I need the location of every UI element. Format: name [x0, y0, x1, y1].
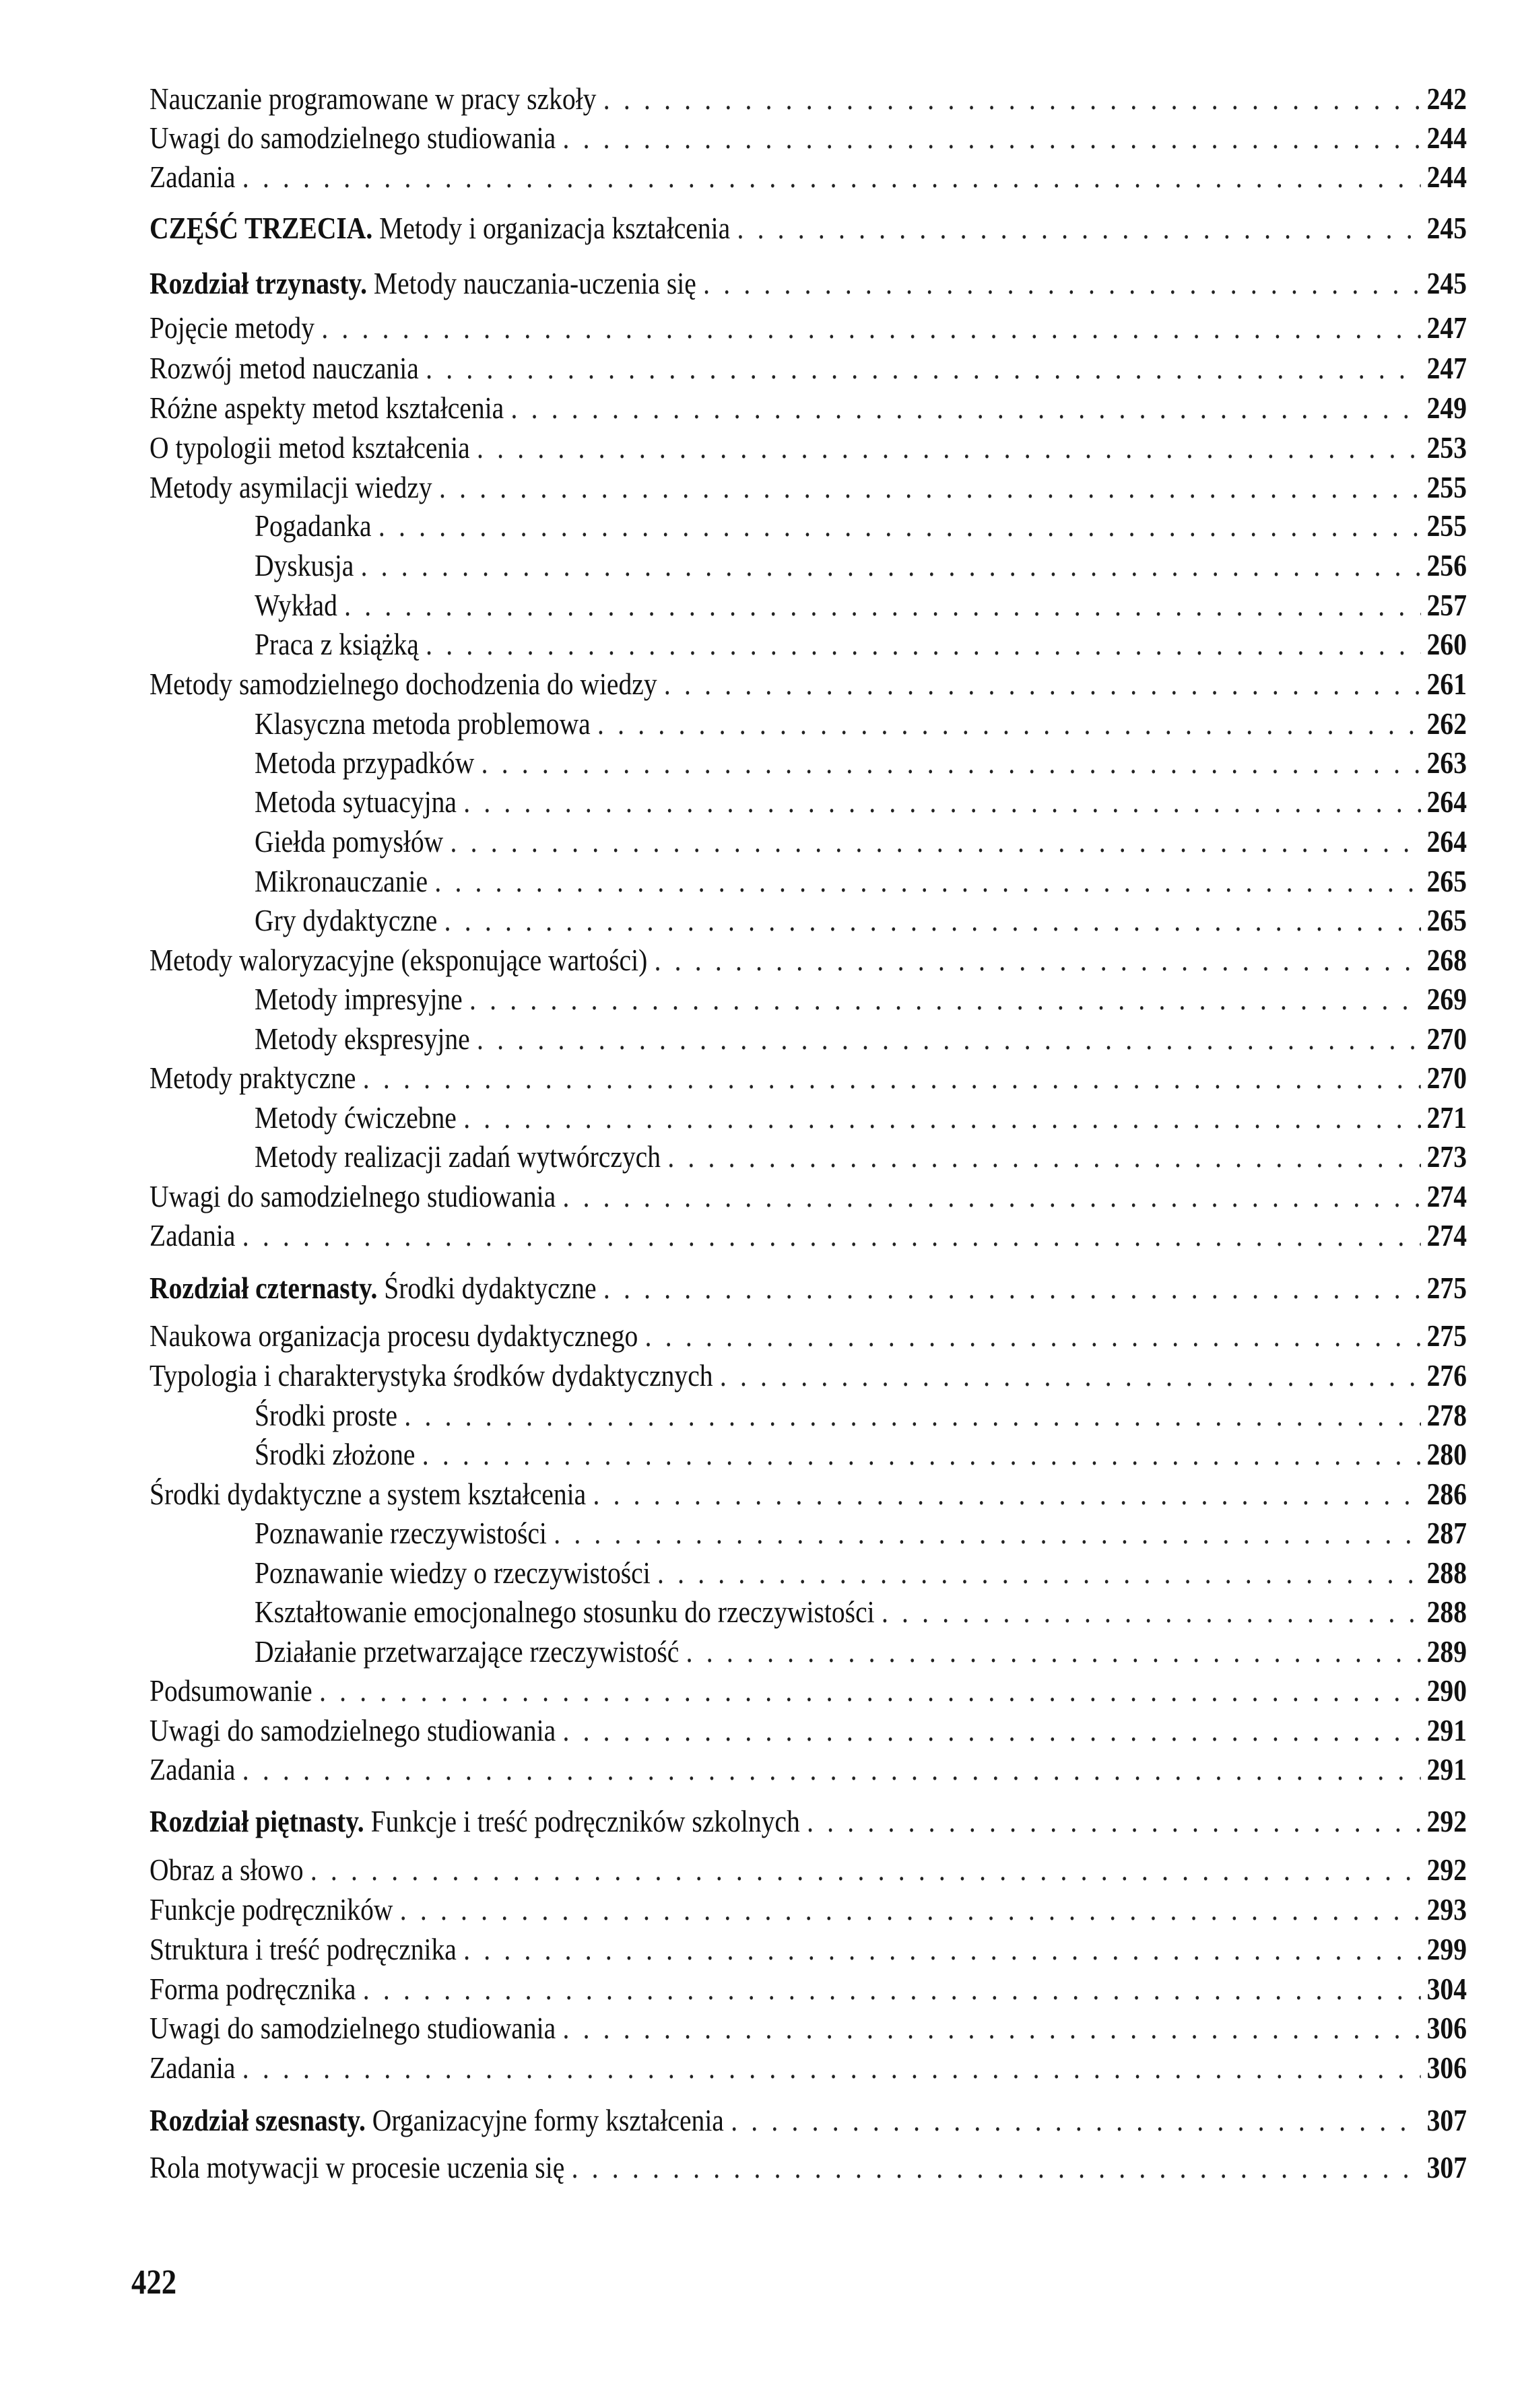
dot-leader	[597, 704, 1421, 743]
toc-entry	[150, 2148, 1467, 2187]
toc-page-number: 304	[1426, 1972, 1467, 2006]
toc-entry-title	[150, 1930, 457, 1969]
toc-entry	[255, 1632, 1467, 1671]
page-number: 422	[131, 2263, 177, 2302]
toc-entry-title	[150, 308, 315, 347]
toc-entry-title	[150, 468, 432, 507]
toc-entry-text: Naukowa organizacja procesu dydaktycznego	[150, 1318, 638, 1353]
toc-entry	[255, 625, 1467, 664]
toc-entry	[255, 1593, 1467, 1632]
dot-leader	[562, 119, 1421, 158]
toc-page-number: 242	[1426, 81, 1467, 116]
toc-entry-text: Nauczanie programowane w pracy szkoły	[150, 81, 597, 116]
toc-entry-text: Środki dydaktyczne	[377, 1271, 597, 1305]
toc-page-number: 244	[1426, 160, 1467, 194]
toc-entry	[150, 2009, 1467, 2048]
toc-page-number: 268	[1426, 943, 1467, 977]
dot-leader	[731, 2101, 1421, 2140]
toc-page-number: 249	[1426, 391, 1467, 425]
dot-leader	[603, 1269, 1421, 1308]
toc-entry-title	[255, 1553, 651, 1593]
dot-leader	[572, 2148, 1421, 2187]
toc-entry-title	[150, 1475, 586, 1514]
toc-entry-text: Środki złożone	[255, 1437, 416, 1471]
toc-entry	[255, 1514, 1467, 1553]
toc-entry-text: Struktura i treść podręcznika	[150, 1932, 457, 1966]
toc-entry-text: Środki proste	[255, 1398, 398, 1432]
toc-entry	[255, 743, 1467, 782]
dot-leader	[321, 308, 1421, 347]
toc-entry-title	[255, 704, 591, 743]
toc-entry	[150, 1059, 1467, 1098]
toc-page-number: 264	[1426, 824, 1467, 859]
toc-page-number: 276	[1426, 1358, 1467, 1393]
toc-entry	[255, 586, 1467, 625]
toc-entry-title	[255, 546, 354, 585]
toc-entry-text: Metody ekspresyjne	[255, 1022, 470, 1056]
toc-entry-text: Organizacyjne formy kształcenia	[365, 2103, 724, 2137]
toc-entry-title	[255, 980, 463, 1019]
toc-page-number: 265	[1426, 903, 1467, 937]
toc-entry	[150, 1475, 1467, 1514]
toc-chapter-label: Rozdział trzynasty.	[150, 266, 368, 300]
toc-entry-text: Poznawanie rzeczywistości	[255, 1516, 547, 1550]
dot-leader	[703, 264, 1421, 303]
toc-page-number: 263	[1426, 745, 1467, 780]
dot-leader	[463, 782, 1421, 822]
toc-page-number: 286	[1426, 1477, 1467, 1511]
toc-entry-text: Uwagi do samodzielnego studiowania	[150, 121, 556, 155]
toc-entry-text: Rola motywacji w procesie uczenia się	[150, 2150, 565, 2184]
dot-leader	[686, 1632, 1421, 1671]
toc-page-number: 260	[1426, 627, 1467, 661]
toc-entry-text: Metody asymilacji wiedzy	[150, 470, 432, 504]
toc-entry-title	[255, 901, 437, 940]
toc-entry-title	[255, 1632, 679, 1671]
toc-entry-text: Podsumowanie	[150, 1673, 312, 1708]
toc-entry	[255, 1137, 1467, 1176]
toc-page-number: 269	[1426, 982, 1467, 1016]
toc-entry-title	[150, 1316, 638, 1356]
toc-page-number: 271	[1426, 1100, 1467, 1135]
toc-page-number: 299	[1426, 1932, 1467, 1966]
toc-entry-text: Uwagi do samodzielnego studiowania	[150, 1713, 556, 1747]
toc-entry-title	[255, 1435, 415, 1474]
toc-entry-text: Zadania	[150, 1752, 236, 1786]
toc-entry	[150, 1216, 1467, 1255]
dot-leader	[603, 79, 1421, 119]
toc-page-number: 280	[1426, 1437, 1467, 1471]
toc-entry-title	[150, 1356, 713, 1395]
toc-entry	[150, 1356, 1467, 1395]
toc-entry	[255, 1098, 1467, 1137]
toc-entry-title	[255, 1593, 875, 1632]
toc-entry-title	[255, 506, 372, 545]
toc-page-number: 253	[1426, 430, 1467, 465]
toc-entry-text: Giełda pomysłów	[255, 824, 444, 859]
dot-leader	[463, 1098, 1421, 1137]
toc-entry	[255, 782, 1467, 822]
dot-leader	[667, 1137, 1421, 1176]
dot-leader	[482, 743, 1421, 782]
toc-entry	[150, 1890, 1467, 1929]
dot-leader	[737, 209, 1421, 248]
toc-page-number: 257	[1426, 588, 1467, 622]
toc-entry	[255, 1019, 1467, 1059]
toc-entry-title	[150, 665, 657, 704]
dot-leader	[882, 1593, 1421, 1632]
dot-leader	[554, 1514, 1421, 1553]
toc-chapter-heading	[150, 264, 1467, 303]
toc-entry-text: Gry dydaktyczne	[255, 903, 438, 937]
dot-leader	[807, 1802, 1421, 1841]
toc-entry-title	[150, 1890, 393, 1929]
toc-page-number: 289	[1426, 1634, 1467, 1669]
dot-leader	[404, 1396, 1421, 1435]
toc-entry-text: Uwagi do samodzielnego studiowania	[150, 2011, 556, 2045]
toc-entry	[255, 1435, 1467, 1474]
toc-entry-title	[150, 2101, 724, 2140]
toc-page-number: 288	[1426, 1595, 1467, 1629]
toc-entry-text: Metoda przypadków	[255, 745, 475, 780]
toc-page-number: 264	[1426, 784, 1467, 819]
toc-page-number: 262	[1426, 706, 1467, 741]
toc-entry	[150, 1671, 1467, 1710]
toc-entry	[150, 1711, 1467, 1750]
toc-entry	[255, 901, 1467, 940]
toc-entry-title	[150, 1750, 235, 1789]
toc-page-number: 245	[1426, 266, 1467, 300]
dot-leader	[562, 2009, 1421, 2048]
toc-entry-text: Poznawanie wiedzy o rzeczywistości	[255, 1556, 651, 1590]
toc-chapter-label: CZĘŚĆ TRZECIA.	[150, 211, 373, 245]
toc-entry-title	[150, 2048, 235, 2087]
toc-page-number: 265	[1426, 864, 1467, 898]
toc-entry	[255, 1396, 1467, 1435]
toc-entry-title	[255, 822, 443, 861]
toc-entry-text: Pogadanka	[255, 508, 372, 543]
dot-leader	[664, 665, 1421, 704]
dot-leader	[720, 1356, 1421, 1395]
toc-page-number: 288	[1426, 1556, 1467, 1590]
dot-leader	[378, 506, 1421, 545]
dot-leader	[463, 1930, 1421, 1969]
toc-entry	[150, 428, 1467, 467]
toc-entry	[255, 704, 1467, 743]
toc-page-number: 256	[1426, 548, 1467, 582]
dot-leader	[657, 1553, 1421, 1593]
toc-entry-text: Forma podręcznika	[150, 1972, 356, 2006]
toc-page-number: 270	[1426, 1061, 1467, 1095]
toc-page-number: 292	[1426, 1852, 1467, 1887]
toc-entry-title	[150, 1671, 312, 1710]
dot-leader	[242, 1750, 1421, 1789]
dot-leader	[593, 1475, 1421, 1514]
toc-entry	[150, 1750, 1467, 1789]
dot-leader	[511, 389, 1422, 428]
toc-entry-text: Metody nauczania-uczenia się	[367, 266, 696, 300]
toc-entry-title	[150, 1269, 597, 1308]
toc-entry-title	[150, 2009, 556, 2048]
dot-leader	[477, 1019, 1421, 1059]
dot-leader	[469, 980, 1421, 1019]
toc-page-number: 306	[1426, 2050, 1467, 2085]
toc-page-number: 273	[1426, 1139, 1467, 1174]
dot-leader	[242, 158, 1421, 197]
toc-entry-title	[255, 862, 428, 901]
toc-entry	[150, 1970, 1467, 2009]
toc-page-number: 291	[1426, 1713, 1467, 1747]
toc-chapter-heading	[150, 209, 1467, 248]
dot-leader	[426, 625, 1421, 664]
toc-entry-title	[150, 264, 696, 303]
toc-entry	[255, 980, 1467, 1019]
toc-entry	[150, 1850, 1467, 1889]
toc-entry-title	[150, 941, 647, 980]
dot-leader	[400, 1890, 1421, 1929]
toc-entry	[255, 546, 1467, 585]
toc-page-number: 275	[1426, 1271, 1467, 1305]
toc-entry-title	[150, 2148, 564, 2187]
toc-entry-title	[255, 743, 474, 782]
toc-entry-text: Metody waloryzacyjne (eksponujące wartości)	[150, 943, 648, 977]
dot-leader	[363, 1059, 1421, 1098]
toc-entry-text: Metody samodzielnego dochodzenia do wiedzy	[150, 667, 657, 701]
toc-entry-title	[255, 1514, 547, 1553]
toc-entry-title	[150, 1802, 800, 1841]
toc-page-number: 274	[1426, 1218, 1467, 1252]
dot-leader	[655, 941, 1421, 980]
toc-page-number: 278	[1426, 1398, 1467, 1432]
dot-leader	[434, 862, 1421, 901]
toc-entry-text: Uwagi do samodzielnego studiowania	[150, 1179, 556, 1213]
dot-leader	[242, 1216, 1421, 1255]
toc-entry-text: Obraz a słowo	[150, 1852, 304, 1887]
toc-page-number: 255	[1426, 470, 1467, 504]
toc-entry	[150, 1316, 1467, 1356]
toc-entry-text: Klasyczna metoda problemowa	[255, 706, 591, 741]
toc-entry	[150, 2048, 1467, 2087]
dot-leader	[477, 428, 1421, 467]
toc-entry	[150, 119, 1467, 158]
toc-entry-title	[255, 586, 337, 625]
toc-entry-text: Dyskusja	[255, 548, 354, 582]
toc-page-number: 293	[1426, 1892, 1467, 1927]
toc-entry	[150, 1930, 1467, 1969]
toc-page-number: 290	[1426, 1673, 1467, 1708]
toc-entry-text: O typologii metod kształcenia	[150, 430, 470, 465]
toc-entry-text: Metody praktyczne	[150, 1061, 356, 1095]
dot-leader	[444, 901, 1421, 940]
toc-chapter-heading	[150, 1802, 1467, 1841]
dot-leader	[361, 546, 1421, 585]
toc-entry-title	[150, 158, 235, 197]
toc-entry-text: Zadania	[150, 160, 236, 194]
toc-entry-title	[150, 1850, 304, 1889]
toc-page-number: 245	[1426, 211, 1467, 245]
dot-leader	[645, 1316, 1421, 1356]
toc-entry	[255, 862, 1467, 901]
dot-leader	[562, 1177, 1421, 1216]
toc-entry-title	[255, 1396, 397, 1435]
toc-entry-text: Zadania	[150, 2050, 236, 2085]
toc-entry	[255, 822, 1467, 861]
toc-entry-title	[150, 119, 556, 158]
toc-chapter-heading	[150, 1269, 1467, 1308]
toc-entry	[150, 389, 1467, 428]
toc-chapter-label: Rozdział szesnasty.	[150, 2103, 366, 2137]
toc-chapter-label: Rozdział czternasty.	[150, 1271, 378, 1305]
toc-entry	[255, 1553, 1467, 1593]
toc-entry	[150, 1177, 1467, 1216]
dot-leader	[426, 349, 1421, 388]
dot-leader	[451, 822, 1422, 861]
toc-entry-text: Pojęcie metody	[150, 310, 315, 345]
dot-leader	[439, 468, 1421, 507]
toc-entry-title	[150, 349, 419, 388]
toc-entry-title	[255, 1137, 661, 1176]
toc-entry-text: Typologia i charakterystyka środków dydaktycznych	[150, 1358, 713, 1393]
toc-entry-text: Funkcje podręczników	[150, 1892, 393, 1927]
dot-leader	[562, 1711, 1421, 1750]
toc-entry-title	[255, 1098, 457, 1137]
toc-entry	[150, 79, 1467, 119]
toc-entry-text: Metody i organizacja kształcenia	[372, 211, 731, 245]
toc-entry-text: Działanie przetwarzające rzeczywistość	[255, 1634, 680, 1669]
toc-page-number: 247	[1426, 351, 1467, 385]
toc-entry-title	[150, 389, 504, 428]
dot-leader	[242, 2048, 1421, 2087]
toc-page-number: 270	[1426, 1022, 1467, 1056]
toc-entry-title	[255, 782, 457, 822]
toc-page-number: 244	[1426, 121, 1467, 155]
dot-leader	[422, 1435, 1421, 1474]
toc-page-number: 306	[1426, 2011, 1467, 2045]
toc-entry-title	[255, 625, 419, 664]
toc-page-number: 291	[1426, 1752, 1467, 1786]
toc-entry	[150, 468, 1467, 507]
toc-page-number: 274	[1426, 1179, 1467, 1213]
toc-entry-text: Rozwój metod nauczania	[150, 351, 419, 385]
toc-entry-title	[150, 1711, 556, 1750]
toc-entry	[150, 349, 1467, 388]
toc-entry-text: Środki dydaktyczne a system kształcenia	[150, 1477, 587, 1511]
toc-entry-text: Funkcje i treść podręczników szkolnych	[364, 1804, 800, 1838]
toc-entry-title	[150, 428, 470, 467]
dot-leader	[344, 586, 1421, 625]
toc-entry	[150, 665, 1467, 704]
toc-entry	[150, 941, 1467, 980]
toc-chapter-label: Rozdział piętnasty.	[150, 1804, 364, 1838]
dot-leader	[310, 1850, 1421, 1889]
toc-entry	[150, 308, 1467, 347]
dot-leader	[363, 1970, 1421, 2009]
toc-page-number: 255	[1426, 508, 1467, 543]
toc-entry	[255, 506, 1467, 545]
toc-entry-text: Mikronauczanie	[255, 864, 428, 898]
toc-entry-text: Metody ćwiczebne	[255, 1100, 457, 1135]
toc-entry-text: Różne aspekty metod kształcenia	[150, 391, 504, 425]
toc-page-number: 307	[1426, 2103, 1467, 2137]
toc-entry-title	[150, 1059, 356, 1098]
toc-entry	[150, 158, 1467, 197]
toc-page-number: 292	[1426, 1804, 1467, 1838]
toc-page-number: 307	[1426, 2150, 1467, 2184]
toc-page-number: 287	[1426, 1516, 1467, 1550]
toc-entry-title	[150, 1970, 356, 2009]
toc-entry-text: Wykład	[255, 588, 337, 622]
toc-entry-title	[150, 1216, 235, 1255]
toc-entry-title	[255, 1019, 470, 1059]
toc-page-number: 247	[1426, 310, 1467, 345]
dot-leader	[319, 1671, 1421, 1710]
toc-entry-text: Metody impresyjne	[255, 982, 463, 1016]
toc-entry-title	[150, 209, 730, 248]
toc-entry-text: Metoda sytuacyjna	[255, 784, 457, 819]
toc-entry-title	[150, 1177, 556, 1216]
toc-entry-text: Kształtowanie emocjonalnego stosunku do rzeczywistości	[255, 1595, 875, 1629]
toc-chapter-heading	[150, 2101, 1467, 2140]
toc-entry-text: Zadania	[150, 1218, 236, 1252]
toc-page-number: 261	[1426, 667, 1467, 701]
toc-entry-text: Praca z książką	[255, 627, 419, 661]
toc-entry-title	[150, 79, 596, 119]
toc-page-number: 275	[1426, 1318, 1467, 1353]
toc-entry-text: Metody realizacji zadań wytwórczych	[255, 1139, 661, 1174]
